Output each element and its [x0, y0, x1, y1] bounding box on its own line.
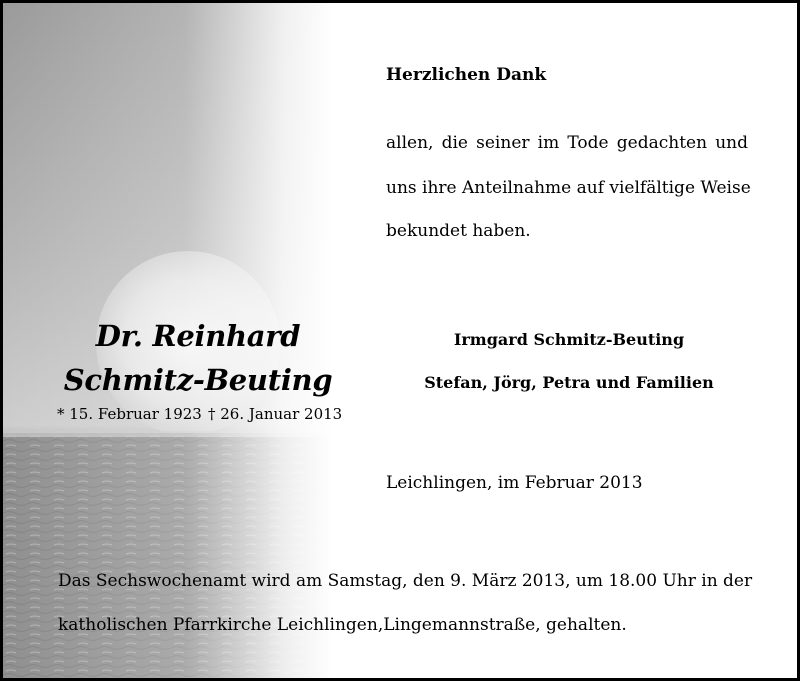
place-date: Leichlingen, im Februar 2013	[386, 473, 643, 493]
thanks-text-line: bekundet haben.	[386, 221, 531, 241]
thanks-text-line: allen, die seiner im Tode gedachten und	[386, 133, 748, 153]
thanks-text-line: uns ihre Anteilnahme auf vielfältige Weise	[386, 178, 751, 198]
birth-date: * 15. Februar 1923	[57, 405, 202, 423]
deceased-name-last: Schmitz-Beuting	[63, 363, 333, 397]
thanks-heading: Herzlichen Dank	[386, 65, 547, 85]
family-signature-line: Stefan, Jörg, Petra und Familien	[424, 373, 714, 392]
service-notice-line: Das Sechswochenamt wird am Samstag, den 9. März 2013, um 18.00 Uhr in der	[58, 571, 753, 591]
deceased-name-first: Dr. Reinhard	[95, 319, 301, 353]
death-date: † 26. Januar 2013	[208, 405, 343, 423]
family-signature-line: Irmgard Schmitz-Beuting	[453, 330, 685, 349]
service-notice-line: katholischen Pfarrkirche Leichlingen,Lingemannstraße, gehalten.	[58, 615, 627, 635]
